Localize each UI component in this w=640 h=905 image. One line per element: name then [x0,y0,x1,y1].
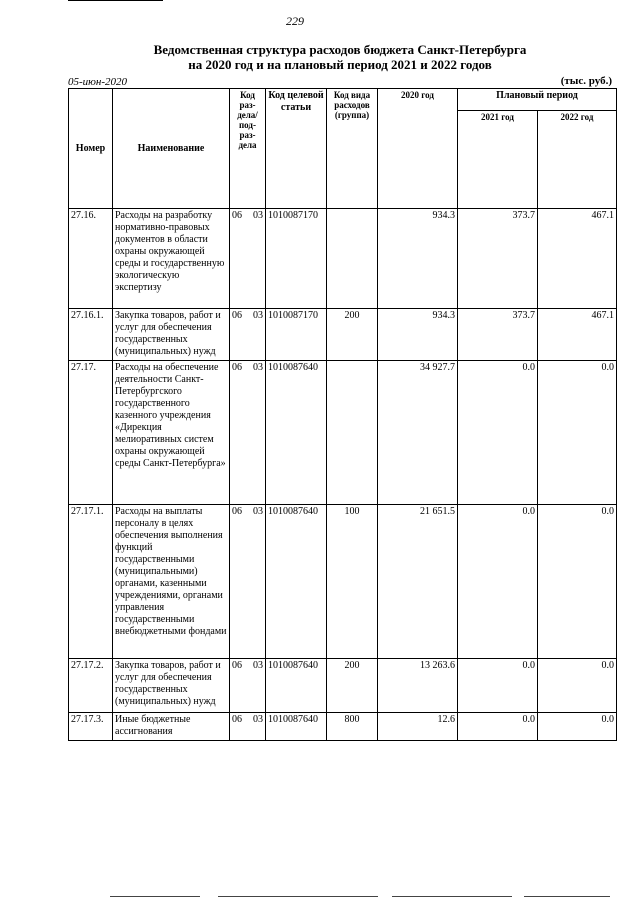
row-2022: 467.1 [538,209,617,309]
title-line-1: Ведомственная структура расходов бюджета Санкт-Петербурга [153,42,527,57]
col-header-target: Код целевой статьи [266,89,327,209]
row-section-code: 06 03 [230,209,266,309]
table-row [69,713,617,741]
row-number: 27.17. [69,361,113,505]
row-target-code: 1010087170 [266,309,327,361]
row-name: Расходы на обеспечение деятельности Санкт-Петербургского государственного казенного учреждения «Дирекция мелиоративных систем охраны окружающей среды Санкт-Петербурга» [113,361,230,505]
footer-rule-2 [218,896,378,897]
document-title [60,42,620,72]
row-name: Расходы на выплаты персоналу в целях обеспечения выполнения функций государственными (муниципальными) органами, казенными учреждениями, органами управления государственными внебюджетными фондами [113,505,230,659]
table-row [69,209,617,309]
table-row [69,505,617,659]
row-2020: 934.3 [378,309,458,361]
row-2020: 34 927.7 [378,361,458,505]
row-section-code: 06 03 [230,361,266,505]
row-target-code: 1010087640 [266,713,327,741]
table-row [69,309,617,361]
row-2020: 12.6 [378,713,458,741]
row-2021: 0.0 [458,361,538,505]
row-name: Иные бюджетные ассигнования [113,713,230,741]
row-2021: 373.7 [458,309,538,361]
row-2020: 934.3 [378,209,458,309]
row-name: Расходы на разработку нормативно-правовых документов в области охраны окружающей среды и государственную экологическую экспертизу [113,209,230,309]
row-name: Закупка товаров, работ и услуг для обеспечения государственных (муниципальных) нужд [113,659,230,713]
row-2021: 0.0 [458,659,538,713]
document-date: 05-июн-2020 [68,76,128,88]
row-kind-code: 100 [327,505,378,659]
title-line-2: на 2020 год и на плановый период 2021 и 2022 годов [188,57,492,72]
row-2020: 21 651.5 [378,505,458,659]
row-number: 27.17.3. [69,713,113,741]
row-name: Закупка товаров, работ и услуг для обеспечения государственных (муниципальных) нужд [113,309,230,361]
col-header-2020: 2020 год [378,89,458,209]
row-kind-code [327,361,378,505]
row-2022: 0.0 [538,361,617,505]
col-header-kind: Код вида расходов (группа) [327,89,378,209]
col-header-section: Код раз-дела/ под-раз-дела [230,89,266,209]
footer-rule-3 [392,896,512,897]
expenditure-table [68,88,617,741]
row-2022: 0.0 [538,659,617,713]
row-section-code: 06 03 [230,505,266,659]
row-number: 27.17.2. [69,659,113,713]
row-kind-code: 200 [327,309,378,361]
top-rule [68,0,163,1]
row-target-code: 1010087640 [266,505,327,659]
row-section-code: 06 03 [230,309,266,361]
col-header-planned: Плановый период [458,89,617,111]
row-number: 27.17.1. [69,505,113,659]
page-number: 229 [286,14,304,28]
row-2022: 0.0 [538,505,617,659]
row-2021: 373.7 [458,209,538,309]
col-header-2022: 2022 год [538,111,617,209]
col-header-2021: 2021 год [458,111,538,209]
row-number: 27.16. [69,209,113,309]
row-kind-code [327,209,378,309]
row-section-code: 06 03 [230,713,266,741]
row-target-code: 1010087170 [266,209,327,309]
footer-rule-1 [110,896,200,897]
row-2021: 0.0 [458,713,538,741]
col-header-number: Номер [69,89,113,209]
units-label: (тыс. руб.) [560,75,612,87]
row-2022: 0.0 [538,713,617,741]
row-section-code: 06 03 [230,659,266,713]
col-header-name: Наименование [113,89,230,209]
row-number: 27.16.1. [69,309,113,361]
table-row [69,361,617,505]
row-2020: 13 263.6 [378,659,458,713]
row-kind-code: 800 [327,713,378,741]
row-target-code: 1010087640 [266,361,327,505]
row-target-code: 1010087640 [266,659,327,713]
table-row [69,659,617,713]
row-2022: 467.1 [538,309,617,361]
row-2021: 0.0 [458,505,538,659]
row-kind-code: 200 [327,659,378,713]
footer-rule-4 [524,896,610,897]
